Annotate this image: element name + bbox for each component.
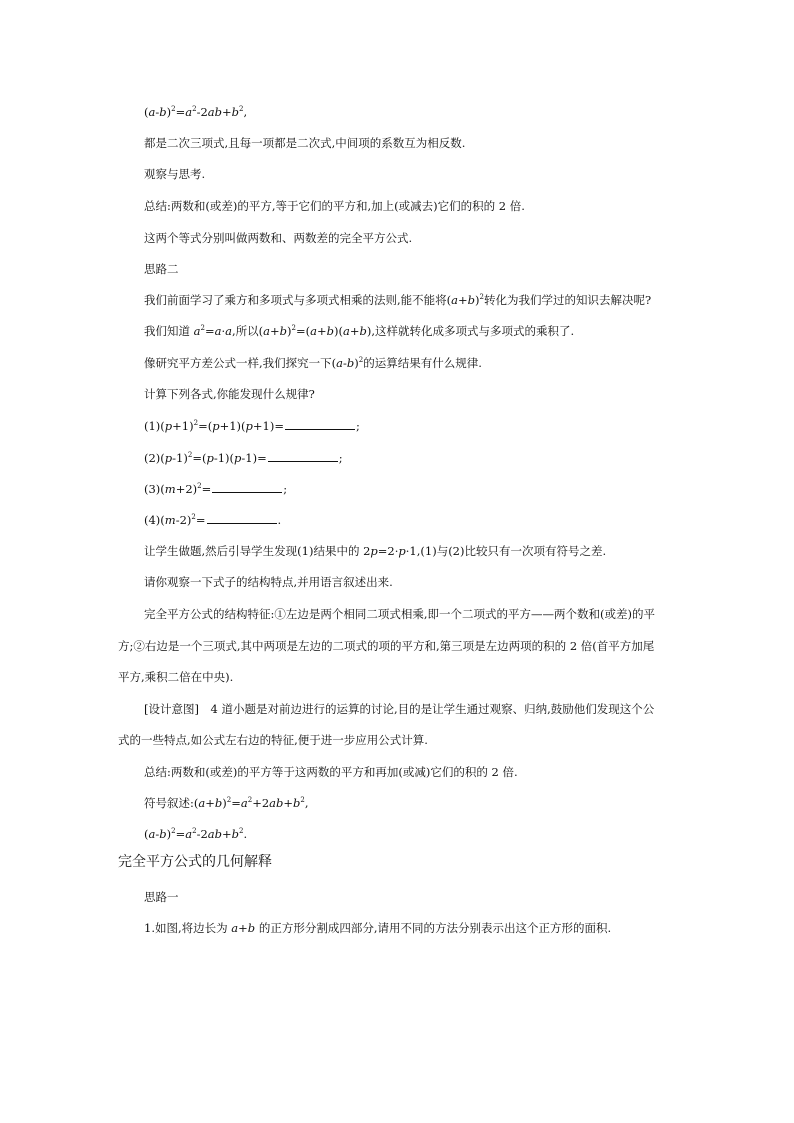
paragraph-line: 都是二次三项式,且每一项都是二次式,中间项的系数互为相反数.: [144, 136, 466, 150]
subheading-approach-one: 思路一: [144, 890, 179, 904]
answer-blank[interactable]: [268, 449, 338, 462]
formula-difference-square: $(a-b)^2=a^2-2ab+b^2$.: [144, 827, 248, 841]
structure-feature-line: 平方,乘积二倍在中央).: [118, 670, 234, 684]
design-intent-line: [设计意图] 4 道小题是对前边进行的运算的讨论,目的是让学生通过观察、归纳,鼓励他们发现这个公: [144, 702, 655, 716]
summary-line: 总结:两数和(或差)的平方,等于它们的平方和,加上(或减去)它们的积的 2 倍.: [144, 199, 525, 213]
exercise-4: $(4)(m-2)^2=$ .: [144, 513, 282, 527]
structure-feature-line: 完全平方公式的结构特征:①左边是两个相同二项式相乘,即一个二项式的平方——两个数和(或差)的平: [144, 607, 655, 621]
paragraph-line: 像研究平方差公式一样,我们探究一下$(a-b)^2$的运算结果有什么规律.: [144, 356, 482, 370]
answer-blank[interactable]: [285, 417, 355, 430]
paragraph-line: 这两个等式分别叫做两数和、两数差的完全平方公式.: [144, 231, 413, 245]
formula-sum-square: 符号叙述$:(a+b)^2=a^2+2ab+b^2$,: [144, 796, 309, 810]
paragraph-line: 观察与思考.: [144, 167, 206, 181]
section-heading: 完全平方公式的几何解释: [118, 854, 272, 870]
question-line: 1.如图,将边长为 a+b 的正方形分割成四部分,请用不同的方法分别表示出这个正方形的面积.: [144, 921, 612, 935]
exercise-2: $(2)(p-1)^2=(p-1)(p-1)=$ ;: [144, 451, 343, 465]
design-intent-line: 式的一些特点,如公式左右边的特征,便于进一步应用公式计算.: [118, 733, 428, 747]
answer-blank[interactable]: [207, 511, 277, 524]
paragraph-line: 我们前面学习了乘方和多项式与多项式相乘的法则,能不能将$(a+b)^2$转化为我们学过的知识去解决呢?: [144, 293, 652, 307]
paragraph-line: 请你观察一下式子的结构特点,并用语言叙述出来.: [144, 575, 393, 589]
exercise-3: $(3)(m+2)^2=$ ;: [144, 482, 288, 496]
paragraph-line: 我们知道 $a^2=a\cdot a$,所以$(a+b)^2=(a+b)(a+b)$,这样就转化成多项式与多项式的乘积了.: [144, 324, 575, 338]
summary-line: 总结:两数和(或差)的平方等于这两数的平方和再加(或减)它们的积的 2 倍.: [144, 765, 518, 779]
paragraph-line: 计算下列各式,你能发现什么规律?: [144, 387, 315, 401]
exercise-1: $(1)(p+1)^2=(p+1)(p+1)=$ ;: [144, 419, 360, 433]
paragraph-line: 让学生做题,然后引导学生发现(1)结果中的 2p=2·p·1,(1)与(2)比较只有一次项有符号之差.: [144, 544, 607, 558]
formula-difference-square: $(a-b)^2=a^2-2ab+b^2$,: [144, 105, 248, 119]
subheading-approach-two: 思路二: [144, 262, 179, 276]
answer-blank[interactable]: [212, 480, 282, 493]
structure-feature-line: 方;②右边是一个三项式,其中两项是左边的二项式的项的平方和,第三项是左边两项的积的 2 倍(首平方加尾: [118, 639, 655, 653]
